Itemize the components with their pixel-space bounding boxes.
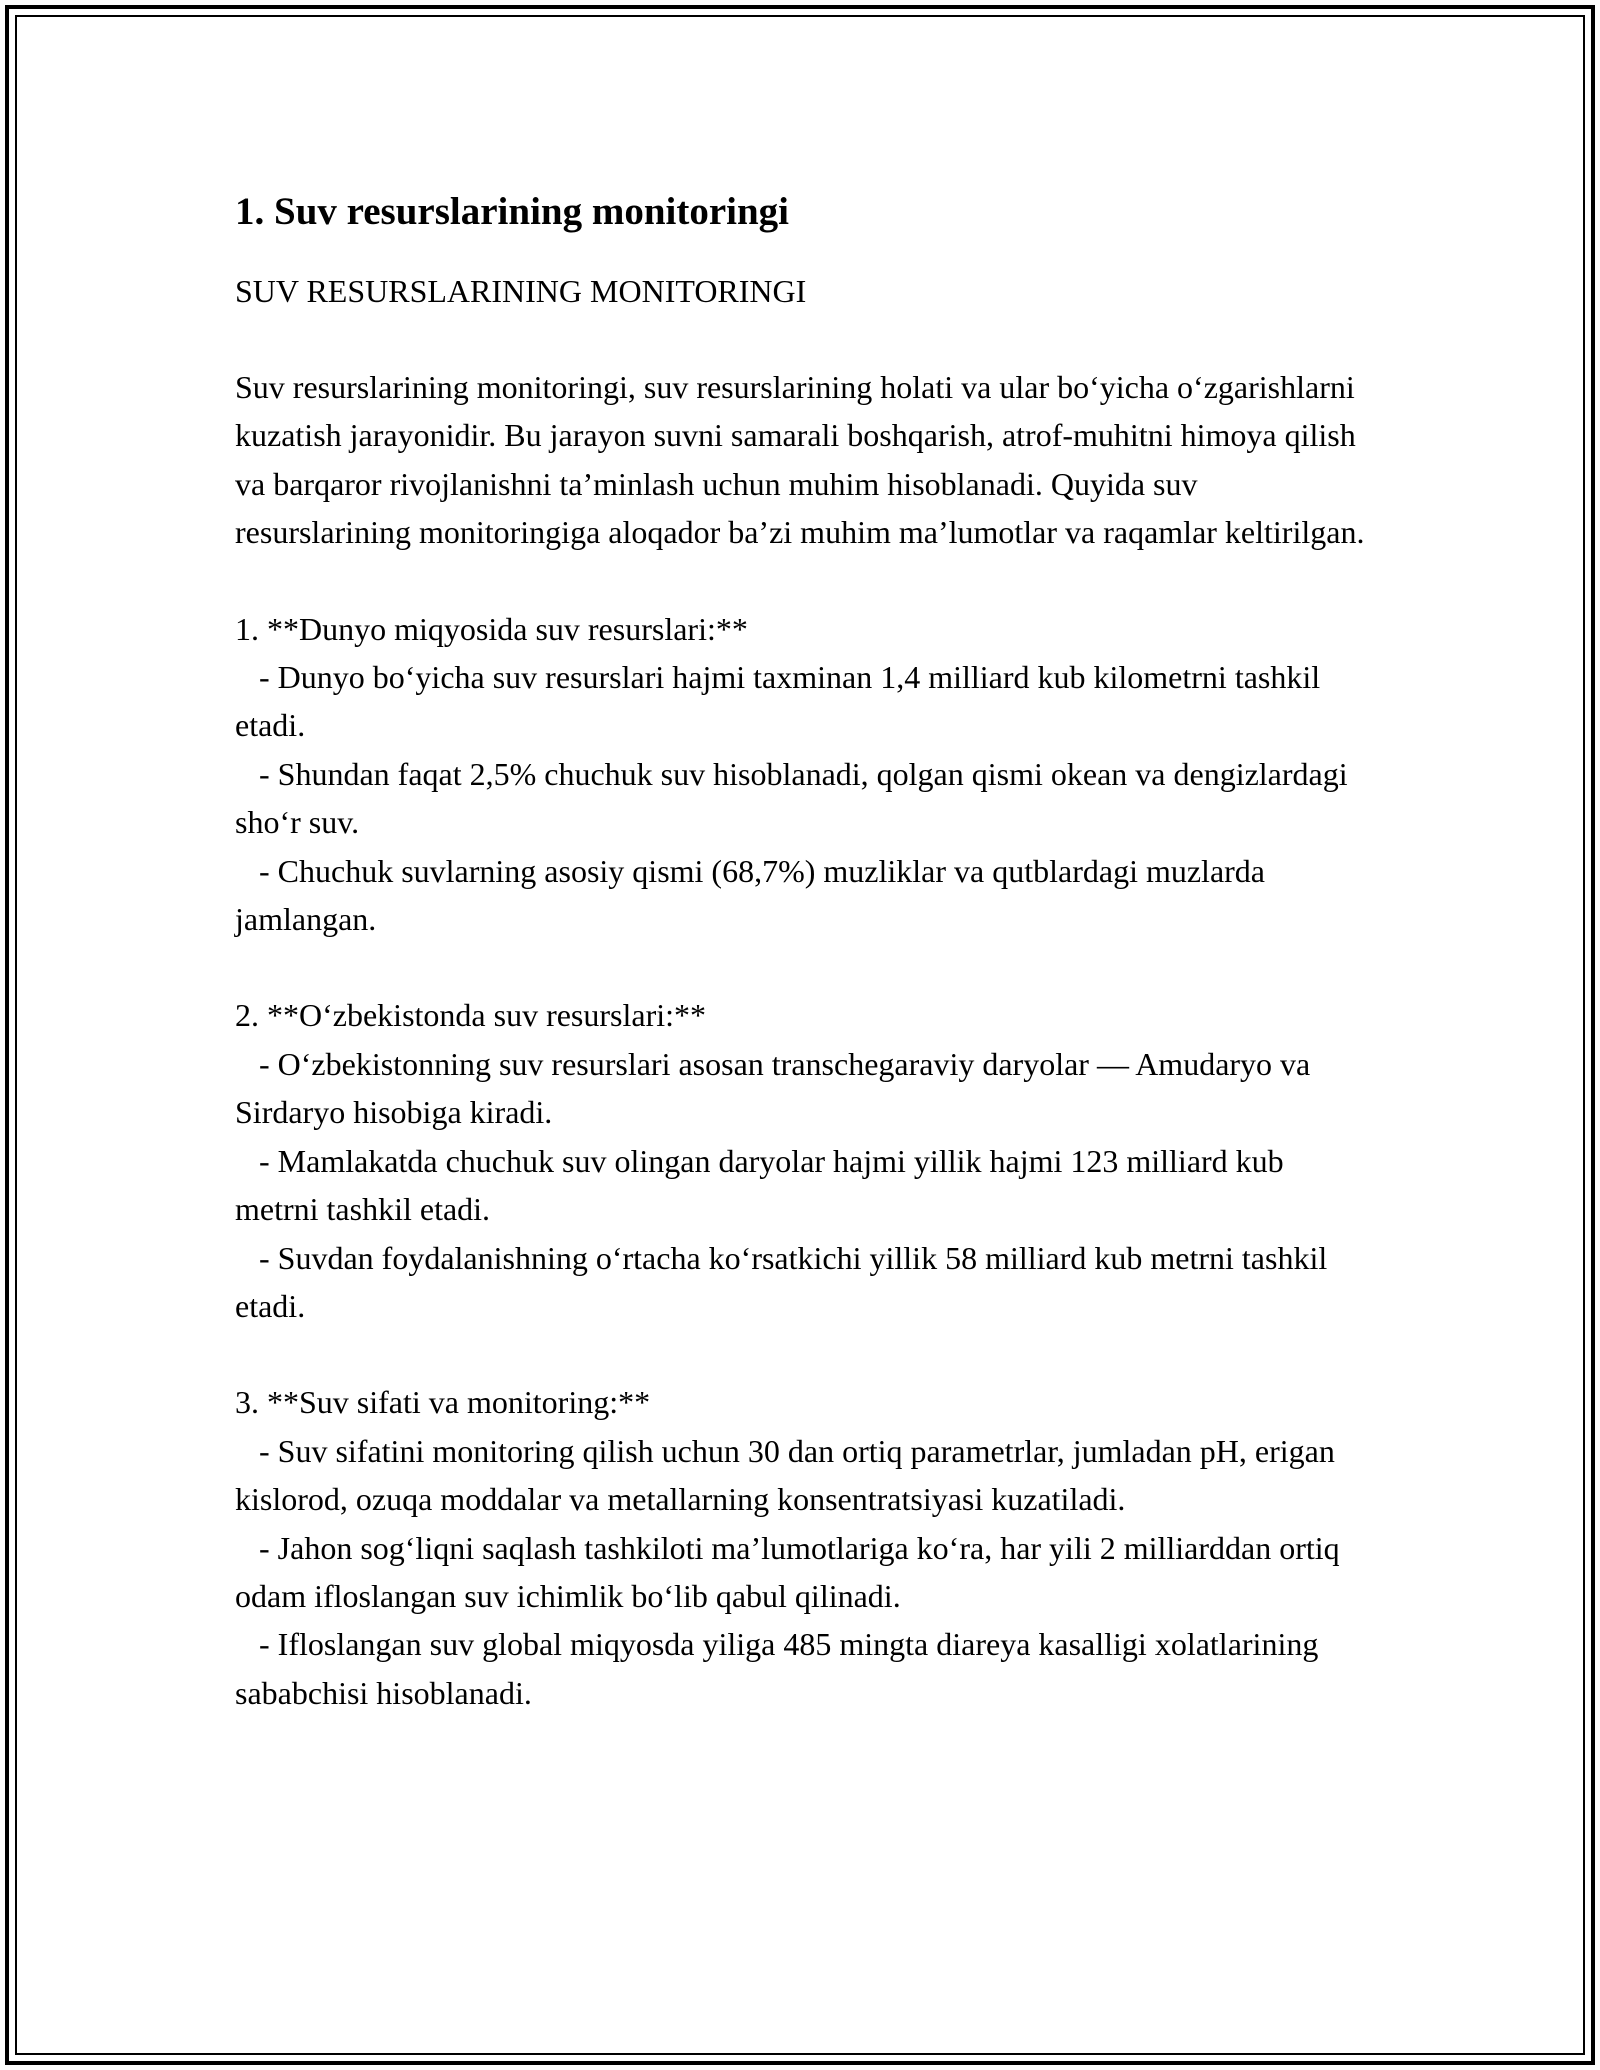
list-item: - Dunyo bo‘yicha suv resurslari hajmi taxminan 1,4 milliard kub kilometrni tashkil etadi. (235, 659, 1329, 744)
list-item: - O‘zbekistonning suv resurslari asosan transchegaraviy daryolar — Amudaryo va Sirdaryo hisobiga kiradi. (235, 1045, 1319, 1131)
document-content (235, 185, 1375, 1717)
list-item: - Chuchuk suvlarning asosiy qismi (68,7%) muzliklar va qutblardagi muzlarda jamlangan. (235, 852, 1273, 938)
list-item: - Mamlakatda chuchuk suv olingan daryolar hajmi yillik hajmi 123 milliard kub metrni tashkil etadi. (235, 1142, 1292, 1228)
document-title: 1. Suv resurslarining monitoringi (235, 190, 790, 233)
section-3 (235, 1378, 1375, 1717)
section-heading: 3. **Suv sifati va monitoring:** (235, 1384, 651, 1421)
intro-paragraph: Suv resurslarining monitoringi, suv resurslarining holati va ular bo‘yicha o‘zgarishlarni kuzatish jarayonidir. Bu jarayon suvni samarali boshqarish, atrof-muhitni himoya qilish va barqaror rivojlanishni ta’minlash uchun muhim hisoblanadi. Quyida suv resurslarining monitoringiga aloqador ba’zi muhim ma’lumotlar va raqamlar keltirilgan. (235, 369, 1365, 551)
list-item: - Shundan faqat 2,5% chuchuk suv hisoblanadi, qolgan qismi okean va dengizlardagi sho‘r suv. (235, 755, 1356, 841)
list-item: - Suv sifatini monitoring qilish uchun 30 dan ortiq parametrlar, jumladan pH, erigan kislorod, ozuqa moddalar va metallarning konsentratsiyasi kuzatiladi. (235, 1432, 1343, 1518)
document-subtitle: SUV RESURSLARINING MONITORINGI (235, 273, 807, 309)
list-item: - Ifloslangan suv global miqyosda yiliga 485 mingta diareya kasalligi xolatlarining sababchisi hisoblanadi. (235, 1626, 1327, 1711)
section-1 (235, 605, 1375, 944)
list-item: - Suvdan foydalanishning o‘rtacha ko‘rsatkichi yillik 58 milliard kub metrni tashkil etadi. (235, 1239, 1336, 1324)
list-item: - Jahon sog‘liqni saqlash tashkiloti ma’lumotlariga ko‘ra, har yili 2 milliarddan ortiq odam ifloslangan suv ichimlik bo‘lib qabul qilinadi. (235, 1529, 1348, 1614)
section-heading: 2. **O‘zbekistonda suv resurslari:** (235, 997, 707, 1034)
section-2 (235, 991, 1375, 1330)
section-heading: 1. **Dunyo miqyosida suv resurslari:** (235, 610, 748, 647)
